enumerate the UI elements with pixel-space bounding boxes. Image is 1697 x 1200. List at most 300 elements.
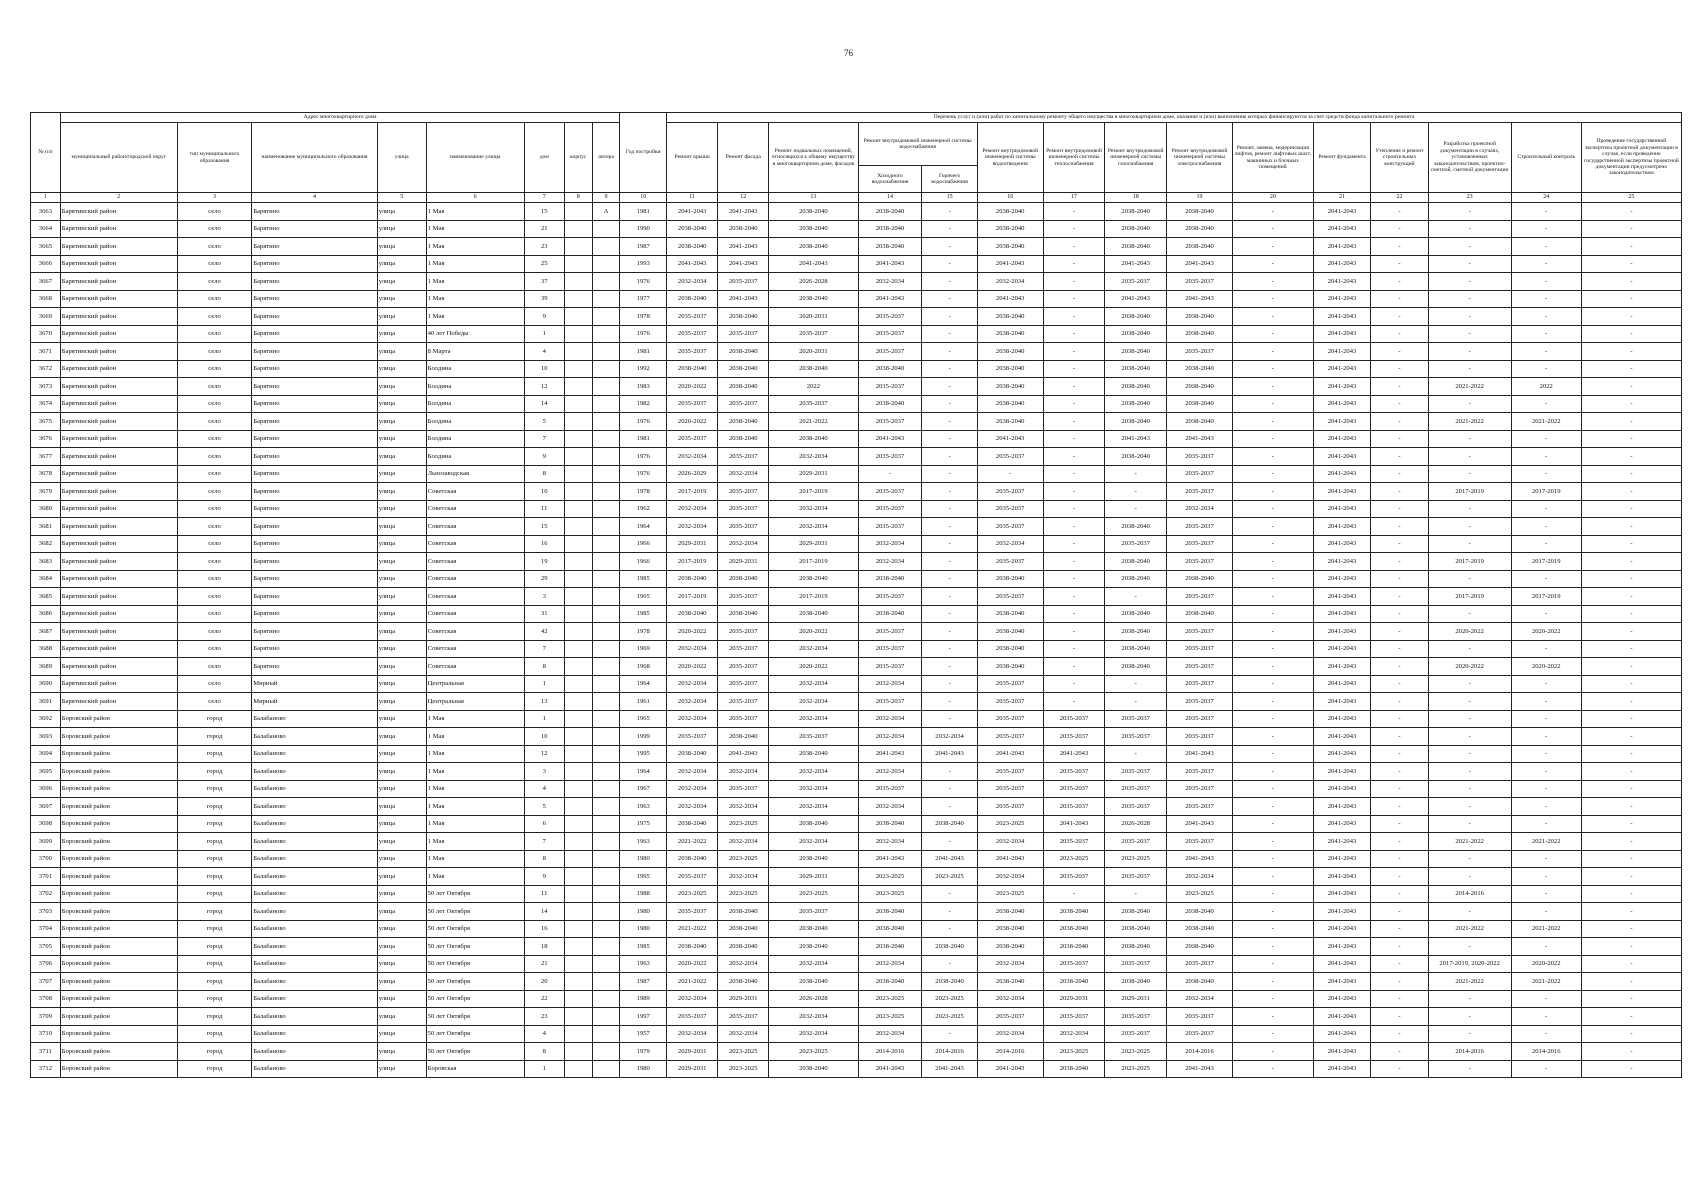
table-cell: 3711: [31, 1043, 61, 1061]
table-cell: Балабаново: [252, 780, 378, 798]
table-cell: 2023-2025: [718, 1060, 769, 1078]
header-facade: Ремонт фасада: [718, 123, 769, 193]
table-cell: 25: [524, 255, 564, 273]
table-cell: [592, 255, 620, 273]
table-cell: -: [1428, 203, 1511, 221]
table-cell: -: [1511, 360, 1581, 378]
table-cell: 1 Мая: [426, 728, 524, 746]
table-cell: -: [1232, 430, 1313, 448]
table-cell: 50 лет Октября: [426, 903, 524, 921]
table-cell: 2020-2022: [1428, 658, 1511, 676]
table-cell: 2041-2043: [667, 203, 718, 221]
table-cell: город: [177, 1025, 251, 1043]
table-cell: 2020-2031: [769, 343, 858, 361]
table-cell: -: [1581, 1025, 1681, 1043]
table-cell: 3686: [31, 605, 61, 623]
table-cell: 2041-2043: [1167, 255, 1233, 273]
column-number: 18: [1105, 193, 1167, 203]
table-cell: [564, 780, 592, 798]
table-cell: [592, 763, 620, 781]
table-cell: 2020-2022: [1511, 658, 1581, 676]
table-cell: 2038-2040: [977, 360, 1043, 378]
table-cell: улица: [377, 238, 426, 256]
table-cell: -: [1371, 1008, 1428, 1026]
table-cell: Барятинский район: [60, 413, 177, 431]
table-row: [31, 640, 1682, 658]
column-number: 4: [252, 193, 378, 203]
table-cell: село: [177, 325, 251, 343]
table-cell: 2038-2040: [667, 290, 718, 308]
table-cell: 2032-2034: [667, 448, 718, 466]
table-cell: [564, 203, 592, 221]
table-cell: -: [1428, 465, 1511, 483]
table-cell: 3705: [31, 938, 61, 956]
table-cell: 2035-2037: [1105, 273, 1167, 291]
table-cell: -: [922, 413, 977, 431]
table-cell: -: [1232, 763, 1313, 781]
table-cell: -: [1043, 605, 1105, 623]
table-cell: Барятино: [252, 483, 378, 501]
table-row: [31, 710, 1682, 728]
table-cell: 3689: [31, 658, 61, 676]
table-cell: 2032-2034: [769, 763, 858, 781]
table-cell: 13: [524, 693, 564, 711]
table-row: [31, 920, 1682, 938]
header-basement: Ремонт подвальных помещений, относящихся к общему имуществу в многоквартирном доме, фасадов: [769, 123, 858, 193]
table-cell: 2032-2034: [977, 1025, 1043, 1043]
table-cell: -: [1428, 535, 1511, 553]
table-cell: Барятинский район: [60, 465, 177, 483]
table-cell: -: [1428, 868, 1511, 886]
table-cell: 2032-2034: [667, 780, 718, 798]
table-cell: -: [1232, 605, 1313, 623]
table-row: [31, 483, 1682, 501]
table-cell: 2038-2040: [769, 745, 858, 763]
table-cell: -: [1428, 763, 1511, 781]
table-cell: 1967: [620, 780, 667, 798]
table-cell: Барятинский район: [60, 693, 177, 711]
table-cell: -: [1511, 395, 1581, 413]
header-address-group: Адрес многоквартирного дома: [60, 113, 620, 123]
table-cell: 2041-2043: [1313, 990, 1370, 1008]
table-cell: -: [1371, 833, 1428, 851]
table-cell: 2035-2037: [1043, 780, 1105, 798]
table-cell: город: [177, 1060, 251, 1078]
table-cell: [592, 1025, 620, 1043]
table-cell: 2041-2043: [922, 1060, 977, 1078]
table-cell: 2023-2025: [922, 1008, 977, 1026]
table-cell: 1 Мая: [426, 308, 524, 326]
table-cell: [564, 955, 592, 973]
table-cell: Барятино: [252, 588, 378, 606]
table-cell: -: [1581, 815, 1681, 833]
header-building: корпус: [564, 123, 592, 193]
table-cell: 2029-2031: [667, 1060, 718, 1078]
table-cell: 2035-2037: [769, 903, 858, 921]
table-cell: -: [1581, 1060, 1681, 1078]
table-cell: 2041-2043: [1313, 605, 1370, 623]
table-cell: 2029-2031: [1105, 990, 1167, 1008]
table-cell: Центральная: [426, 693, 524, 711]
table-cell: 2041-2043: [1167, 745, 1233, 763]
table-cell: Барятинский район: [60, 378, 177, 396]
table-cell: Барятинский район: [60, 238, 177, 256]
table-cell: 23: [524, 1008, 564, 1026]
table-cell: 14: [524, 903, 564, 921]
table-cell: 2035-2037: [977, 518, 1043, 536]
table-cell: -: [922, 255, 977, 273]
table-cell: -: [1232, 413, 1313, 431]
table-cell: улица: [377, 833, 426, 851]
table-cell: улица: [377, 623, 426, 641]
table-cell: 2038-2040: [718, 360, 769, 378]
table-cell: село: [177, 675, 251, 693]
table-cell: 2038-2040: [718, 413, 769, 431]
table-cell: село: [177, 483, 251, 501]
table-cell: Барятинский район: [60, 325, 177, 343]
table-cell: 2041-2043: [1313, 360, 1370, 378]
table-cell: -: [1043, 483, 1105, 501]
table-cell: 2035-2037: [1043, 798, 1105, 816]
table-cell: -: [1581, 395, 1681, 413]
table-cell: 2032-2034: [1167, 500, 1233, 518]
table-cell: 2041-2043: [1313, 1025, 1370, 1043]
table-cell: -: [922, 500, 977, 518]
table-cell: -: [1428, 360, 1511, 378]
table-cell: 2032-2034: [858, 553, 922, 571]
table-cell: 2038-2040: [922, 815, 977, 833]
table-cell: -: [1232, 710, 1313, 728]
table-cell: 2038-2040: [922, 973, 977, 991]
table-cell: 2032-2034: [858, 1025, 922, 1043]
table-row: [31, 623, 1682, 641]
table-cell: -: [922, 483, 977, 501]
table-cell: -: [1371, 990, 1428, 1008]
table-cell: 2041-2043: [1313, 588, 1370, 606]
table-cell: -: [1043, 343, 1105, 361]
table-cell: 1978: [620, 308, 667, 326]
column-number: 12: [718, 193, 769, 203]
table-cell: 2038-2040: [1105, 448, 1167, 466]
table-cell: [564, 500, 592, 518]
table-cell: -: [1043, 273, 1105, 291]
table-cell: 2017-2019: [1511, 483, 1581, 501]
table-cell: 1976: [620, 448, 667, 466]
table-cell: 3667: [31, 273, 61, 291]
table-row: [31, 553, 1682, 571]
table-cell: Барятино: [252, 518, 378, 536]
table-cell: улица: [377, 255, 426, 273]
table-cell: 2032-2034: [858, 955, 922, 973]
table-cell: 2035-2037: [1043, 710, 1105, 728]
table-cell: город: [177, 833, 251, 851]
table-cell: Барятино: [252, 325, 378, 343]
table-cell: город: [177, 780, 251, 798]
table-cell: -: [1581, 500, 1681, 518]
page-number: 76: [844, 48, 853, 58]
table-cell: Балабаново: [252, 1043, 378, 1061]
table-cell: 2023-2025: [1105, 1043, 1167, 1061]
table-cell: 2021-2022: [1428, 378, 1511, 396]
column-number: 25: [1581, 193, 1681, 203]
table-cell: 2038-2040: [667, 238, 718, 256]
table-cell: 3701: [31, 868, 61, 886]
table-cell: село: [177, 640, 251, 658]
table-cell: 2035-2037: [1043, 868, 1105, 886]
table-cell: [564, 325, 592, 343]
table-cell: Балабаново: [252, 973, 378, 991]
table-cell: 2035-2037: [977, 798, 1043, 816]
table-cell: 2038-2040: [667, 850, 718, 868]
table-cell: 2038-2040: [1105, 378, 1167, 396]
table-cell: -: [1428, 640, 1511, 658]
table-cell: -: [922, 675, 977, 693]
table-cell: [592, 745, 620, 763]
table-cell: Боровский район: [60, 955, 177, 973]
table-cell: -: [1105, 693, 1167, 711]
table-cell: 2023-2025: [718, 850, 769, 868]
table-cell: -: [922, 588, 977, 606]
table-cell: [592, 675, 620, 693]
column-number: 19: [1167, 193, 1233, 203]
table-cell: 2035-2037: [718, 483, 769, 501]
table-cell: -: [922, 920, 977, 938]
table-cell: 2035-2037: [1105, 780, 1167, 798]
column-number: 16: [977, 193, 1043, 203]
table-cell: улица: [377, 658, 426, 676]
table-cell: [592, 815, 620, 833]
table-cell: 2035-2037: [858, 308, 922, 326]
table-cell: 2035-2037: [977, 500, 1043, 518]
table-cell: -: [1511, 273, 1581, 291]
table-cell: -: [1043, 448, 1105, 466]
table-cell: -: [1581, 343, 1681, 361]
table-cell: Барятинский район: [60, 500, 177, 518]
table-cell: 12: [524, 745, 564, 763]
table-cell: [592, 238, 620, 256]
table-cell: 1985: [620, 570, 667, 588]
table-cell: -: [1581, 955, 1681, 973]
table-cell: [564, 675, 592, 693]
table-cell: -: [922, 640, 977, 658]
table-cell: -: [1371, 203, 1428, 221]
header-district: муниципальный район/городской округ: [60, 123, 177, 193]
table-cell: Болдина: [426, 430, 524, 448]
table-cell: 1989: [620, 990, 667, 1008]
table-row: [31, 815, 1682, 833]
table-cell: 2023-2025: [977, 885, 1043, 903]
table-cell: село: [177, 273, 251, 291]
column-number: 13: [769, 193, 858, 203]
table-cell: село: [177, 623, 251, 641]
table-cell: 2035-2037: [858, 413, 922, 431]
table-cell: 2026-2028: [769, 990, 858, 1008]
table-cell: -: [1428, 518, 1511, 536]
table-cell: 2035-2037: [1105, 1025, 1167, 1043]
table-cell: 2021-2022: [1511, 413, 1581, 431]
table-cell: -: [1511, 1025, 1581, 1043]
table-cell: -: [922, 903, 977, 921]
table-cell: [592, 570, 620, 588]
header-water-group: Ремонт внутридомовой инженерной системы водоснабжения: [858, 123, 977, 166]
table-cell: Балабаново: [252, 868, 378, 886]
column-number: 15: [922, 193, 977, 203]
table-cell: Боровский район: [60, 1043, 177, 1061]
table-cell: -: [1511, 220, 1581, 238]
table-cell: 11: [524, 500, 564, 518]
table-cell: улица: [377, 588, 426, 606]
table-cell: -: [1232, 238, 1313, 256]
table-cell: -: [1371, 220, 1428, 238]
table-cell: 4: [524, 343, 564, 361]
table-cell: 2041-2043: [1313, 553, 1370, 571]
table-cell: Барятинский район: [60, 430, 177, 448]
table-cell: 2041-2043: [1313, 763, 1370, 781]
table-cell: 2041-2043: [1167, 815, 1233, 833]
table-cell: 2041-2043: [1313, 798, 1370, 816]
table-cell: 2017-2019: [769, 553, 858, 571]
table-cell: -: [1232, 343, 1313, 361]
table-cell: 1962: [620, 500, 667, 518]
table-cell: 2038-2040: [1167, 238, 1233, 256]
table-cell: 2041-2043: [858, 745, 922, 763]
table-cell: 2023-2025: [769, 1043, 858, 1061]
table-cell: 2014-2016: [858, 1043, 922, 1061]
table-cell: -: [922, 885, 977, 903]
table-cell: улица: [377, 903, 426, 921]
table-cell: 2035-2037: [718, 658, 769, 676]
table-cell: 2041-2043: [1313, 430, 1370, 448]
table-cell: [592, 1043, 620, 1061]
table-cell: -: [1371, 255, 1428, 273]
table-cell: -: [1371, 938, 1428, 956]
table-cell: улица: [377, 920, 426, 938]
table-cell: 2038-2040: [977, 640, 1043, 658]
table-cell: [564, 360, 592, 378]
table-cell: 2038-2040: [769, 360, 858, 378]
table-cell: -: [1428, 290, 1511, 308]
table-cell: -: [1043, 658, 1105, 676]
table-cell: 2017-2019: [667, 588, 718, 606]
table-cell: 4: [524, 1025, 564, 1043]
table-cell: -: [1428, 308, 1511, 326]
table-cell: 2014-2016: [922, 1043, 977, 1061]
table-cell: 8: [524, 850, 564, 868]
table-cell: Барятино: [252, 430, 378, 448]
table-cell: 2041-2043: [1313, 938, 1370, 956]
table-cell: 2038-2040: [769, 815, 858, 833]
table-cell: Барятино: [252, 220, 378, 238]
table-cell: -: [1371, 623, 1428, 641]
table-cell: -: [1043, 238, 1105, 256]
table-row: [31, 220, 1682, 238]
table-cell: 2038-2040: [718, 220, 769, 238]
table-cell: 3683: [31, 553, 61, 571]
table-cell: [592, 343, 620, 361]
column-number: 9: [592, 193, 620, 203]
table-cell: 2038-2040: [1105, 605, 1167, 623]
table-cell: 2035-2037: [769, 325, 858, 343]
table-cell: Мирный: [252, 693, 378, 711]
table-cell: 2035-2037: [1105, 798, 1167, 816]
table-cell: -: [1428, 850, 1511, 868]
table-cell: 1978: [620, 623, 667, 641]
table-row: [31, 378, 1682, 396]
table-cell: 2035-2037: [858, 780, 922, 798]
table-cell: 2032-2034: [718, 798, 769, 816]
table-cell: 2035-2037: [1043, 833, 1105, 851]
table-cell: 2041-2043: [1167, 290, 1233, 308]
table-cell: 2038-2040: [769, 605, 858, 623]
table-cell: 2041-2043: [977, 290, 1043, 308]
table-cell: 2035-2037: [769, 395, 858, 413]
table-cell: 42: [524, 623, 564, 641]
table-cell: 1965: [620, 710, 667, 728]
table-cell: -: [1232, 675, 1313, 693]
table-cell: 1 Мая: [426, 745, 524, 763]
column-number-row: [31, 193, 1682, 203]
table-cell: [592, 728, 620, 746]
table-cell: 2038-2040: [977, 623, 1043, 641]
table-cell: 2023-2025: [977, 815, 1043, 833]
table-cell: 1980: [620, 903, 667, 921]
table-cell: 2038-2040: [977, 343, 1043, 361]
table-cell: 2029-2031: [1043, 990, 1105, 1008]
table-cell: 2038-2040: [1105, 203, 1167, 221]
table-cell: 2035-2037: [718, 710, 769, 728]
table-cell: -: [1428, 273, 1511, 291]
header-street-name: наименование улицы: [426, 123, 524, 193]
table-cell: Балабаново: [252, 990, 378, 1008]
table-cell: 2038-2040: [977, 325, 1043, 343]
table-cell: 2035-2037: [977, 448, 1043, 466]
table-cell: 1966: [620, 553, 667, 571]
table-cell: 50 лет Октября: [426, 885, 524, 903]
table-row: [31, 798, 1682, 816]
table-cell: 2038-2040: [769, 238, 858, 256]
table-cell: Боровский район: [60, 990, 177, 1008]
table-cell: -: [922, 343, 977, 361]
table-cell: Барятинский район: [60, 605, 177, 623]
table-cell: 2035-2037: [1105, 728, 1167, 746]
table-cell: 2014-2016: [977, 1043, 1043, 1061]
table-cell: город: [177, 798, 251, 816]
table-cell: -: [1371, 745, 1428, 763]
table-cell: 2035-2037: [1167, 955, 1233, 973]
table-cell: 2032-2034: [667, 798, 718, 816]
table-cell: 2038-2040: [858, 570, 922, 588]
table-cell: -: [1371, 850, 1428, 868]
table-cell: 2032-2034: [977, 990, 1043, 1008]
table-cell: [564, 413, 592, 431]
table-cell: -: [1371, 868, 1428, 886]
table-cell: -: [1511, 203, 1581, 221]
table-cell: 2032-2034: [858, 763, 922, 781]
table-cell: 2041-2043: [1313, 640, 1370, 658]
table-cell: 2038-2040: [858, 815, 922, 833]
table-cell: 2032-2034: [667, 763, 718, 781]
header-power: Ремонт внутридомовой инженерной системы электроснабжения: [1167, 123, 1233, 193]
table-cell: улица: [377, 325, 426, 343]
table-cell: 2023-2025: [667, 885, 718, 903]
table-cell: -: [922, 570, 977, 588]
table-cell: Барятинский район: [60, 395, 177, 413]
table-cell: -: [1371, 605, 1428, 623]
table-cell: Барятино: [252, 273, 378, 291]
table-cell: -: [1581, 710, 1681, 728]
table-cell: -: [1043, 693, 1105, 711]
table-cell: 2032-2034: [858, 710, 922, 728]
